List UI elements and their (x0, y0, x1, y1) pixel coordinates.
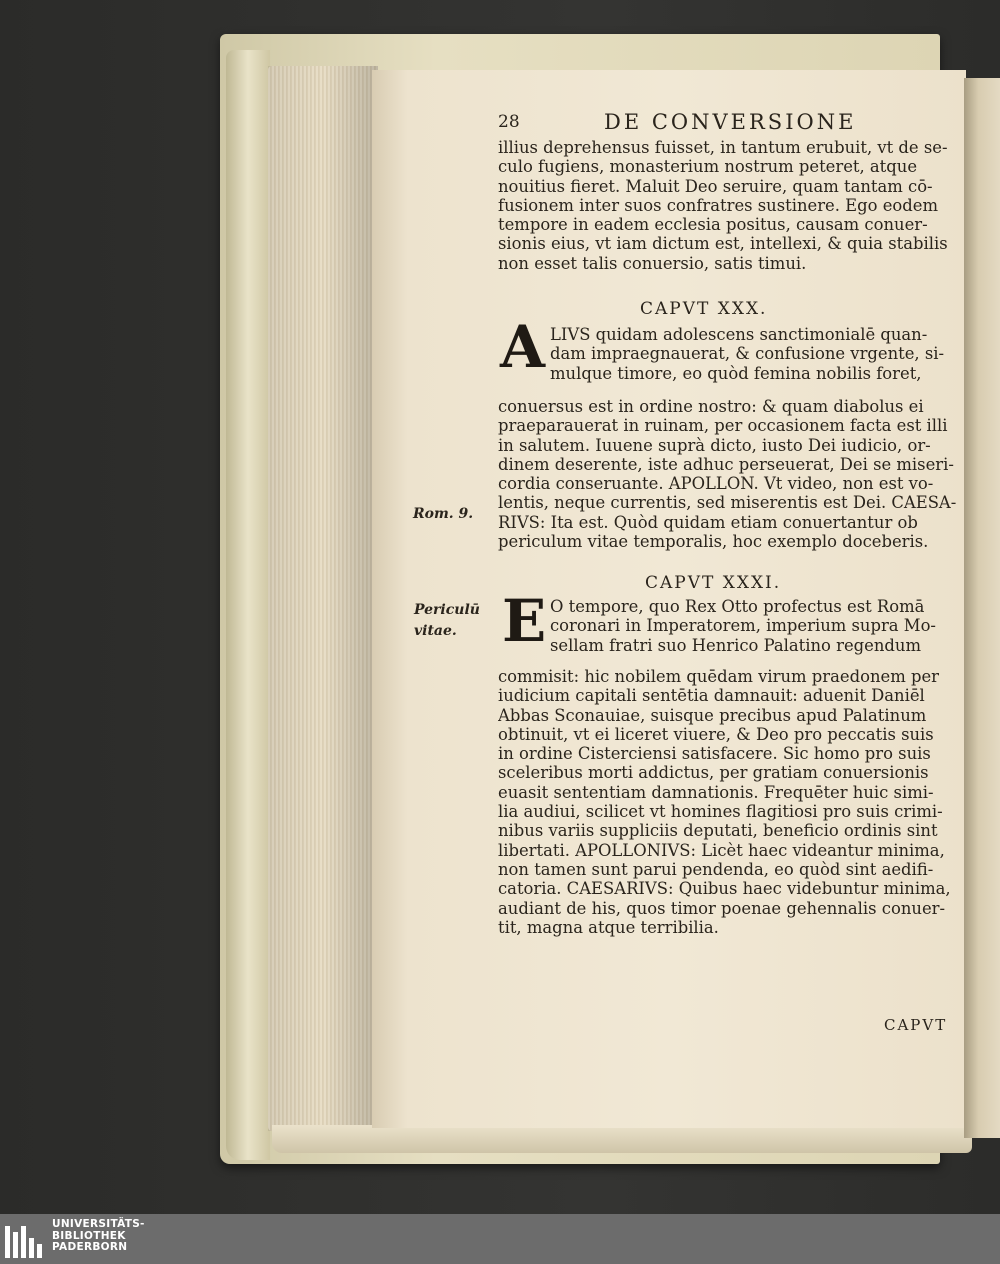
text-line: Abbas Sconauiae, suisque precibus apud Palatinum (498, 705, 927, 725)
text-line: obtinuit, vt ei liceret viuere, & Deo pro peccatis suis (498, 724, 934, 744)
library-logo-icon (5, 1220, 45, 1258)
text-line: coronari in Imperatorem, imperium supra Mo- (550, 616, 936, 636)
text-line: dinem deserente, iste adhuc perseuerat, Dei se miseri- (498, 454, 954, 474)
book-bottom-edge (272, 1125, 972, 1153)
chapter-30-opening (498, 325, 962, 383)
text-line: non esset talis conuersio, satis timui. (498, 253, 807, 273)
page-block-shade (268, 66, 378, 1131)
text-line: praeparauerat in ruinam, per occasionem facta est illi (498, 416, 948, 436)
text-line: LIVS quidam adolescens sanctimonialē quan- (550, 325, 928, 344)
chapter-31-body (498, 667, 962, 937)
text-line: in salutem. Iuuene suprà dicto, iusto Dei iudicio, or- (498, 435, 931, 455)
text-line: lia audiui, scilicet vt homines flagitiosi pro suis crimi- (498, 802, 943, 822)
text-line: dam impraegnauerat, & confusione vrgente, si- (550, 344, 945, 364)
text-line: culo fugiens, monasterium nostrum peteret, atque (498, 157, 918, 177)
text-line: nibus variis suppliciis deputati, beneficio ordinis sint (498, 821, 938, 841)
margin-note-line: Periculū (414, 602, 480, 618)
margin-note-periculum (414, 600, 480, 642)
drop-cap-e: E (502, 587, 547, 655)
text-line: audiant de his, quos timor poenae gehennalis conuer- (498, 898, 946, 918)
text-line: conuersus est in ordine nostro: & quam diabolus ei (498, 397, 924, 416)
chapter-30-body (498, 397, 962, 551)
text-line: RIVS: Ita est. Quòd quidam etiam conuertantur ob (498, 512, 918, 532)
text-line: illius deprehensus fuisset, in tantum erubuit, vt de se- (498, 138, 948, 157)
facing-page-edge (964, 78, 1000, 1138)
paragraph-continuation (498, 138, 962, 273)
text-line: tempore in eadem ecclesia positus, causam conuer- (498, 215, 928, 235)
drop-cap-a: A (500, 313, 546, 381)
text-line: O tempore, quo Rex Otto profectus est Romā (550, 597, 925, 616)
running-title: DE CONVERSIONE (604, 110, 857, 134)
text-line: commisit: hic nobilem quēdam virum praedonem per (498, 667, 939, 686)
text-line: fusionem inter suos confratres sustinere. Ego eodem (498, 195, 939, 215)
book-spine (226, 50, 270, 1160)
text-line: tit, magna atque terribilia. (498, 917, 719, 937)
catchword: CAPVT (884, 1016, 948, 1034)
margin-note-line: vitae. (414, 623, 457, 639)
text-line: in ordine Cisterciensi satisfacere. Sic homo pro suis (498, 744, 931, 764)
text-line: catoria. CAESARIVS: Quibus haec videbuntur minima, (498, 879, 951, 899)
chapter-heading-30: CAPVT XXX. (640, 299, 768, 319)
library-name-line: BIBLIOTHEK (52, 1229, 126, 1242)
text-line: euasit sententiam damnationis. Frequēter huic simi- (498, 782, 934, 802)
library-name-line: UNIVERSITÄTS- (52, 1218, 145, 1230)
library-footer (0, 1214, 1000, 1264)
text-line: sellam fratri suo Henrico Palatino regendum (550, 635, 922, 655)
page-number: 28 (498, 112, 520, 132)
library-name-line: PADERBORN (52, 1241, 128, 1253)
text-line: lentis, neque currentis, sed miserentis est Dei. CAESA- (498, 493, 957, 513)
text-line: sceleribus morti addictus, per gratiam conuersionis (498, 763, 929, 783)
text-line: sionis eius, vt iam dictum est, intellexi, & quia stabilis (498, 234, 948, 254)
library-name (52, 1219, 145, 1254)
text-line: cordia conseruante. APOLLON. Vt video, non est vo- (498, 474, 934, 494)
text-line: libertati. APOLLONIVS: Licèt haec videantur minima, (498, 840, 945, 860)
chapter-31-opening (498, 597, 962, 655)
chapter-heading-31: CAPVT XXXI. (645, 573, 782, 593)
margin-note-rom: Rom. 9. (413, 506, 474, 522)
text-line: periculum vitae temporalis, hoc exemplo doceberis. (498, 532, 929, 552)
text-line: iudicium capitali sentētia damnauit: aduenit Daniēl (498, 686, 925, 706)
running-head (498, 112, 968, 140)
text-line: non tamen sunt parui pendenda, eo quòd sint aedifi- (498, 859, 934, 879)
text-line: nouitius fieret. Maluit Deo seruire, quam tantam cō- (498, 176, 933, 196)
text-line: mulque timore, eo quòd femina nobilis foret, (550, 363, 922, 383)
